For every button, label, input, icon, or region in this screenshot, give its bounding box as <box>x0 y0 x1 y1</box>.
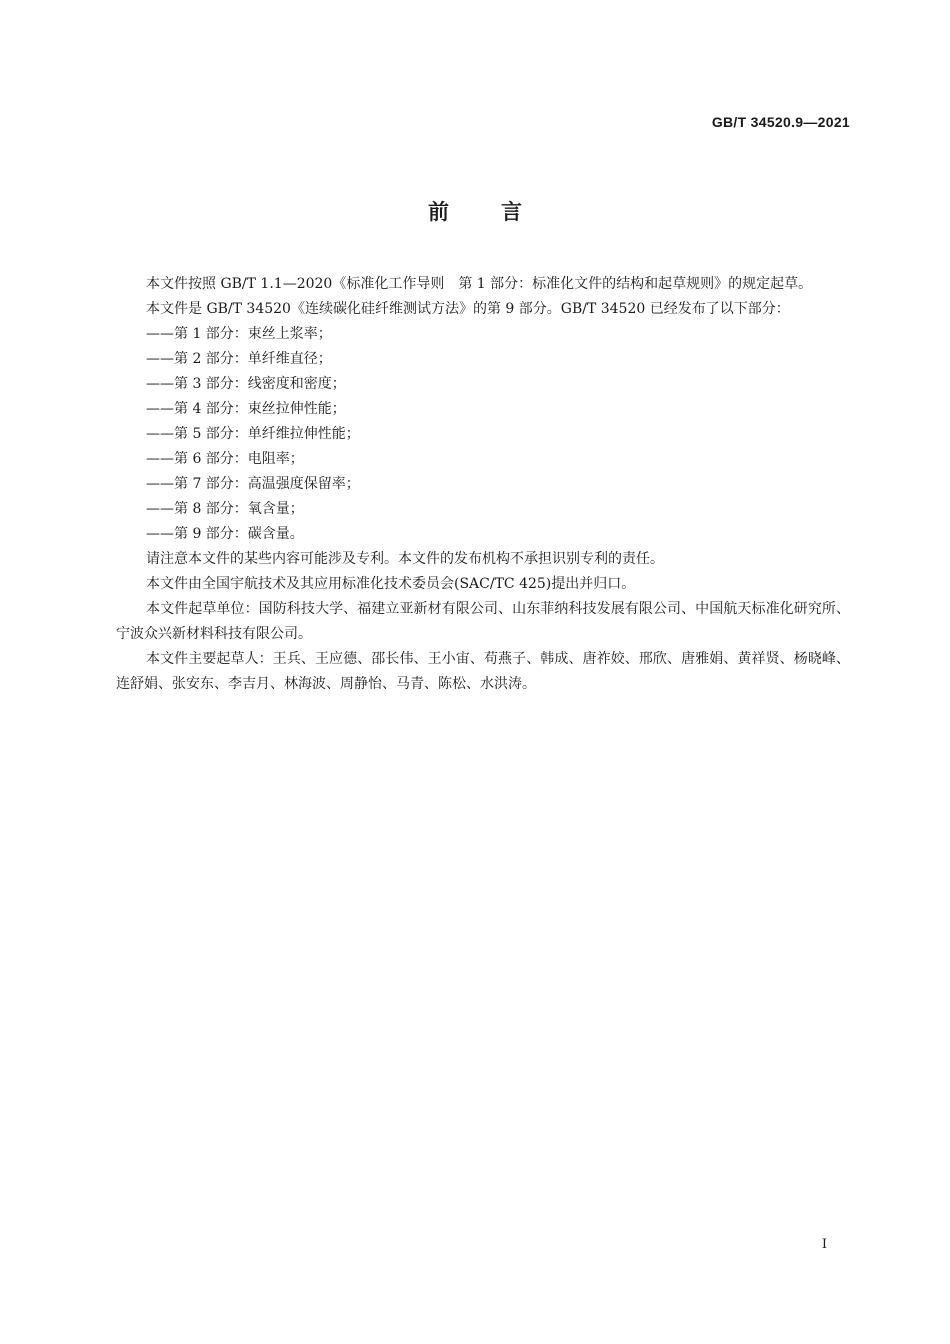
list-item: ——第 2 部分：单纤维直径； <box>146 351 332 367</box>
page-number: I <box>821 1237 827 1252</box>
list-item: ——第 8 部分：氧含量； <box>146 501 304 517</box>
paragraph-drafters: 本文件主要起草人：王兵、王应德、邵长伟、王小宙、苟燕子、韩成、唐祚姣、邢欣、唐雅娟、黄祥贤、杨晓峰、连舒娟、张安东、李吉月、林海波、周静怡、马青、陈松、水洪涛。 <box>116 651 850 692</box>
document-body <box>116 272 850 697</box>
paragraph-series-intro: 本文件是 GB/T 34520《连续碳化硅纤维测试方法》的第 9 部分。GB/T 34520 已经发布了以下部分： <box>146 301 790 317</box>
list-item: ——第 4 部分：束丝拉伸性能； <box>146 401 346 417</box>
paragraph-drafting-units: 本文件起草单位：国防科技大学、福建立亚新材有限公司、山东菲纳科技发展有限公司、中国航天标准化研究所、宁波众兴新材料科技有限公司。 <box>116 601 850 642</box>
parts-list <box>116 322 850 547</box>
list-item: ——第 1 部分：束丝上浆率； <box>146 326 332 342</box>
page-title: 前言 <box>428 200 574 224</box>
document-code: GB/T 34520.9—2021 <box>711 114 850 130</box>
paragraph-drafting-rules: 本文件按照 GB/T 1.1—2020《标准化工作导则 第 1 部分：标准化文件的结构和起草规则》的规定起草。 <box>146 276 813 292</box>
list-item: ——第 5 部分：单纤维拉伸性能； <box>146 426 360 442</box>
paragraph-patent-notice: 请注意本文件的某些内容可能涉及专利。本文件的发布机构不承担识别专利的责任。 <box>146 551 664 567</box>
list-item: ——第 6 部分：电阻率； <box>146 451 304 467</box>
list-item: ——第 7 部分：高温强度保留率； <box>146 476 360 492</box>
paragraph-committee: 本文件由全国宇航技术及其应用标准化技术委员会(SAC/TC 425)提出并归口。 <box>146 576 636 592</box>
list-item: ——第 9 部分：碳含量。 <box>146 526 304 542</box>
list-item: ——第 3 部分：线密度和密度； <box>146 376 346 392</box>
